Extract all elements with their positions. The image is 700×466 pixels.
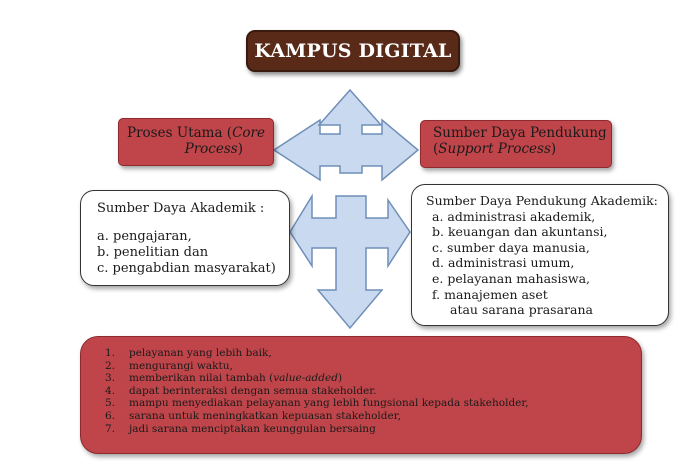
academic-resources-list (97, 229, 289, 277)
list-item: c. pengabdian masyarakat) (97, 261, 276, 276)
core-process-label-line2: Process) (184, 141, 243, 157)
support-academic-list (426, 209, 668, 318)
list-item-continuation: atau sarana prasarana (450, 302, 593, 318)
upper-cross-arrow (274, 90, 418, 180)
benefit-item: 7. jadi sarana menciptakan keunggulan bersaing (105, 422, 376, 435)
benefits-list (105, 347, 641, 435)
title-banner (246, 30, 460, 72)
list-item: b. keuangan dan akuntansi, (432, 224, 608, 240)
benefit-item: 2. mengurangi waktu, (105, 359, 233, 372)
list-item: d. administrasi umum, (432, 255, 575, 271)
list-item: c. sumber daya manusia, (432, 239, 590, 255)
lower-cross-arrow (290, 196, 410, 328)
list-item: a. pengajaran, (97, 229, 192, 244)
benefit-item: 1. pelayanan yang lebih baik, (105, 347, 272, 359)
support-process-label: Sumber Daya Pendukung (433, 125, 607, 141)
benefit-item: 4. dapat berinteraksi dengan semua stakeholder. (105, 384, 377, 397)
core-process-label: Proses Utama (Core (127, 125, 265, 141)
support-academic-heading: Sumber Daya Pendukung Akademik: (426, 193, 658, 208)
list-item: f. manajemen aset (432, 286, 548, 302)
benefits-box (80, 336, 642, 454)
benefit-item: 3. memberikan nilai tambah (value-added) (105, 372, 343, 385)
support-process-box (420, 120, 612, 168)
academic-resources-heading: Sumber Daya Akademik : (97, 201, 265, 216)
academic-resources-box (80, 190, 290, 286)
core-process-box (118, 118, 274, 166)
title-text: KAMPUS DIGITAL (254, 40, 452, 62)
list-item: a. administrasi akademik, (432, 208, 596, 224)
list-item: e. pelayanan mahasiswa, (432, 270, 590, 286)
benefit-item: 5. mampu menyediakan pelayanan yang lebih fungsional kepada stakeholder, (105, 397, 529, 410)
support-academic-resources-box (411, 184, 669, 326)
benefit-item: 6. sarana untuk meningkatkan kepuasan stakeholder, (105, 409, 401, 422)
support-process-label-line2: (Support Process) (433, 141, 557, 157)
list-item: b. penelitian dan (97, 245, 209, 260)
